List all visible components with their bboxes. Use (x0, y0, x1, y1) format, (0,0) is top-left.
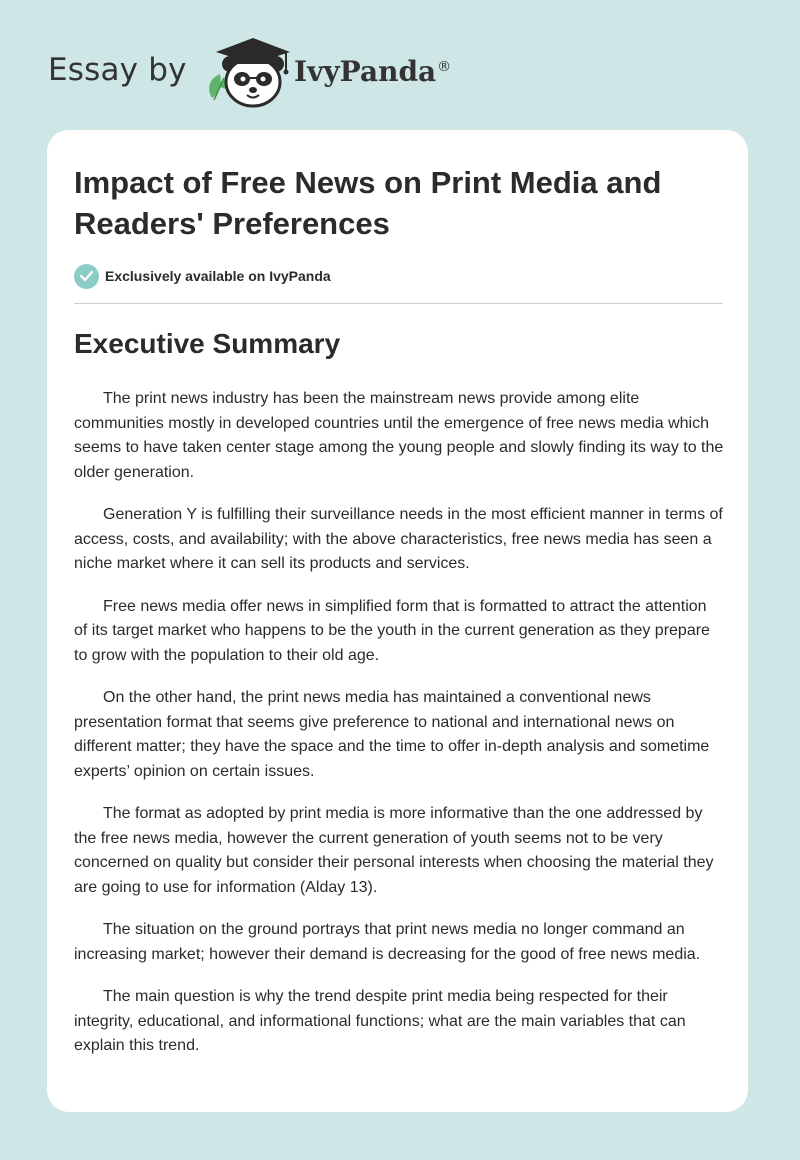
registered-mark: ® (437, 58, 452, 75)
body-paragraph: On the other hand, the print news media has maintained a conventional news presentation format that seems give preference to national and international news on different matter; they have the space and the time to offer in-depth analysis and sometime experts’ opinion on certain issues. (74, 689, 710, 780)
panda-graduate-logo-icon[interactable] (202, 34, 294, 108)
body-paragraph: The print news industry has been the mainstream news provide among elite communities mostly in developed countries until the emergence of free news media which seems to have taken center stage among the young people and slowly finding its way to the older generation. (74, 390, 724, 481)
exclusive-badge (74, 263, 331, 289)
body-paragraph: The main question is why the trend despite print media being respected for their integrity, educational, and informational functions; what are the main variables that can explain this trend. (74, 988, 686, 1054)
site-header (48, 34, 548, 108)
body-paragraph: The situation on the ground portrays that print news media no longer command an increasing market; however their demand is decreasing for the good of free news media. (74, 921, 701, 963)
brand-name[interactable] (294, 55, 451, 88)
brand-name-text: IvyPanda (294, 55, 437, 88)
check-icon (74, 264, 99, 289)
section-heading-executive-summary: Executive Summary (74, 328, 341, 359)
body-paragraph: The format as adopted by print media is more informative than the one addressed by the free news media, however the current generation of youth seems not to be very concerned on quality but consider their personal interests when choosing the material they are going to use for information (Alday 13). (74, 805, 714, 896)
exclusive-badge-label: Exclusively available on IvyPanda (105, 268, 331, 284)
essay-by-label: Essay by (48, 52, 187, 88)
body-paragraph: Free news media offer news in simplified form that is formatted to attract the attention of its target market who happens to be the youth in the current generation as they prepare to grow with the population to their old age. (74, 597, 710, 664)
article-body (74, 387, 724, 1077)
body-paragraph: Generation Y is fulfilling their surveillance needs in the most efficient manner in terms of access, costs, and availability; with the above characteristics, free news media has seen a niche market where it can sell its products and services. (74, 506, 723, 572)
title-divider (74, 303, 723, 304)
article-title: Impact of Free News on Print Media and Readers' Preferences (74, 165, 662, 241)
article-card (47, 130, 748, 1112)
